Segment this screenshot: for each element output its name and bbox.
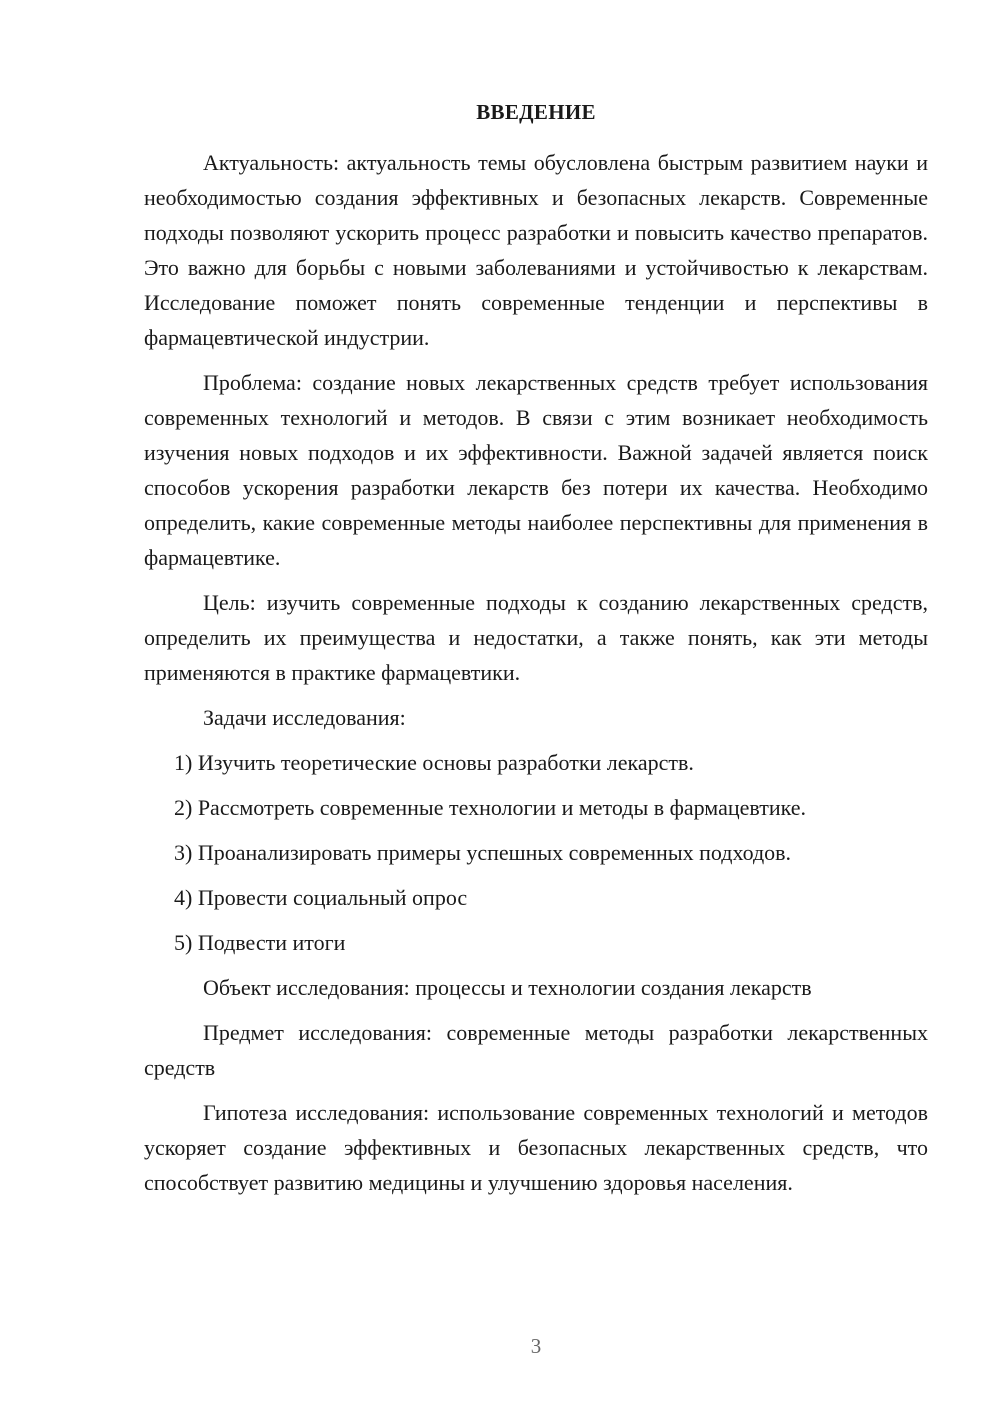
task-item-5: 5) Подвести итоги (174, 930, 346, 955)
tasks-list (144, 745, 928, 960)
task-item-4: 4) Провести социальный опрос (174, 885, 468, 910)
paragraph-goal: Цель: изучить современные подходы к созданию лекарственных средств, определить их преимущества и недостатки, а также понять, как эти методы применяются в практике фармацевтики. (144, 590, 928, 685)
paragraph-subject: Предмет исследования: современные методы разработки лекарственных средств (144, 1020, 928, 1080)
page-title: ВВЕДЕНИЕ (476, 100, 596, 124)
task-item-2: 2) Рассмотреть современные технологии и методы в фармацевтике. (174, 795, 807, 820)
tasks-heading: Задачи исследования: (203, 705, 406, 730)
page-number: 3 (530, 1334, 542, 1358)
paragraph-hypothesis: Гипотеза исследования: использование современных технологий и методов ускоряет создание эффективных и безопасных лекарственных средств, что способствует развитию медицины и улучшению здоровья населения. (144, 1100, 928, 1195)
paragraph-object: Объект исследования: процессы и технологии создания лекарств (203, 975, 812, 1000)
task-item-3: 3) Проанализировать примеры успешных современных подходов. (174, 840, 792, 865)
task-item-1: 1) Изучить теоретические основы разработки лекарств. (174, 750, 694, 775)
paragraph-problem: Проблема: создание новых лекарственных средств требует использования современных технологий и методов. В связи с этим возникает необходимость изучения новых подходов и их эффективности. Важной задачей является поиск способов ускорения разработки лекарств без потери их качества. Необходимо определить, какие современные методы наиболее перспективны для применения в фармацевтике. (144, 370, 928, 570)
page-content (144, 95, 928, 1210)
paragraph-relevance: Актуальность: актуальность темы обусловлена быстрым развитием науки и необходимостью создания эффективных и безопасных лекарств. Современные подходы позволяют ускорить процесс разработки и повысить качество препаратов. Это важно для борьбы с новыми заболеваниями и устойчивостью к лекарствам. Исследование поможет понять современные тенденции и перспективы в фармацевтической индустрии. (144, 150, 928, 350)
